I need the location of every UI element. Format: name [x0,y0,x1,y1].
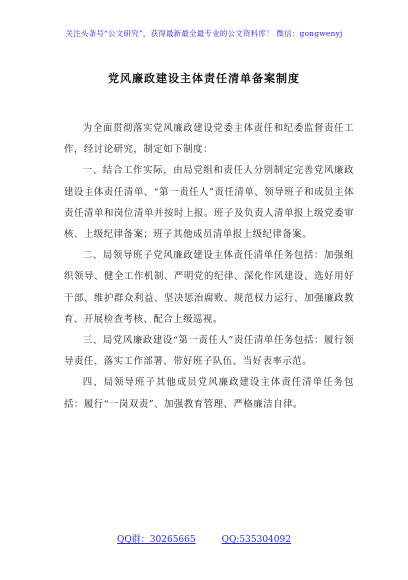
paragraph-2: 二、局领导班子党风廉政建设主体责任清单任务包括：加强组织领导、健全工作机制、严明党的纪律、深化作风建设、选好用好干部、维护群众利益、坚决惩治腐败、规范权力运行、加强廉政教育、开展检查考核、配合上级巡视。 [64,250,354,325]
paragraph-1: 一、结合工作实际，由局党组和责任人分别制定完善党风廉政建设主体责任清单、“第一责任人”责任清单、领导班子和成员主体责任清单和岗位清单并按时上报。班子及负责人清单报上级党委审核、上级纪律备案；班子其他成员清单报上级纪律备案。 [64,165,354,241]
footer [0,532,408,545]
header-notice: 关注头条号“公文研究”，获得最新最全最专业的公文资料库！ 微信：gongwenyj [65,29,343,38]
qq-group-link[interactable]: QQ群：30265665 [117,535,196,545]
document-title: 党风廉政建设主体责任清单备案制度 [108,72,300,85]
paragraph-4: 四、局领导班子其他成员党风廉政建设主体责任清单任务包括：履行“一岗双责”、加强教育管理、严格廉洁自律。 [64,377,354,410]
paragraph-3: 三、局党风廉政建设“第一责任人”责任清单任务包括：履行领导责任、落实工作部署、带好班子队伍、当好表率示范。 [64,335,354,368]
paragraph-intro: 为全面贯彻落实党风廉政建设党委主体责任和纪委监督责任工作，经讨论研究，制定如下制度： [64,123,354,156]
document-body [64,118,354,415]
qq-contact-link[interactable]: QQ:535304092 [221,535,291,545]
